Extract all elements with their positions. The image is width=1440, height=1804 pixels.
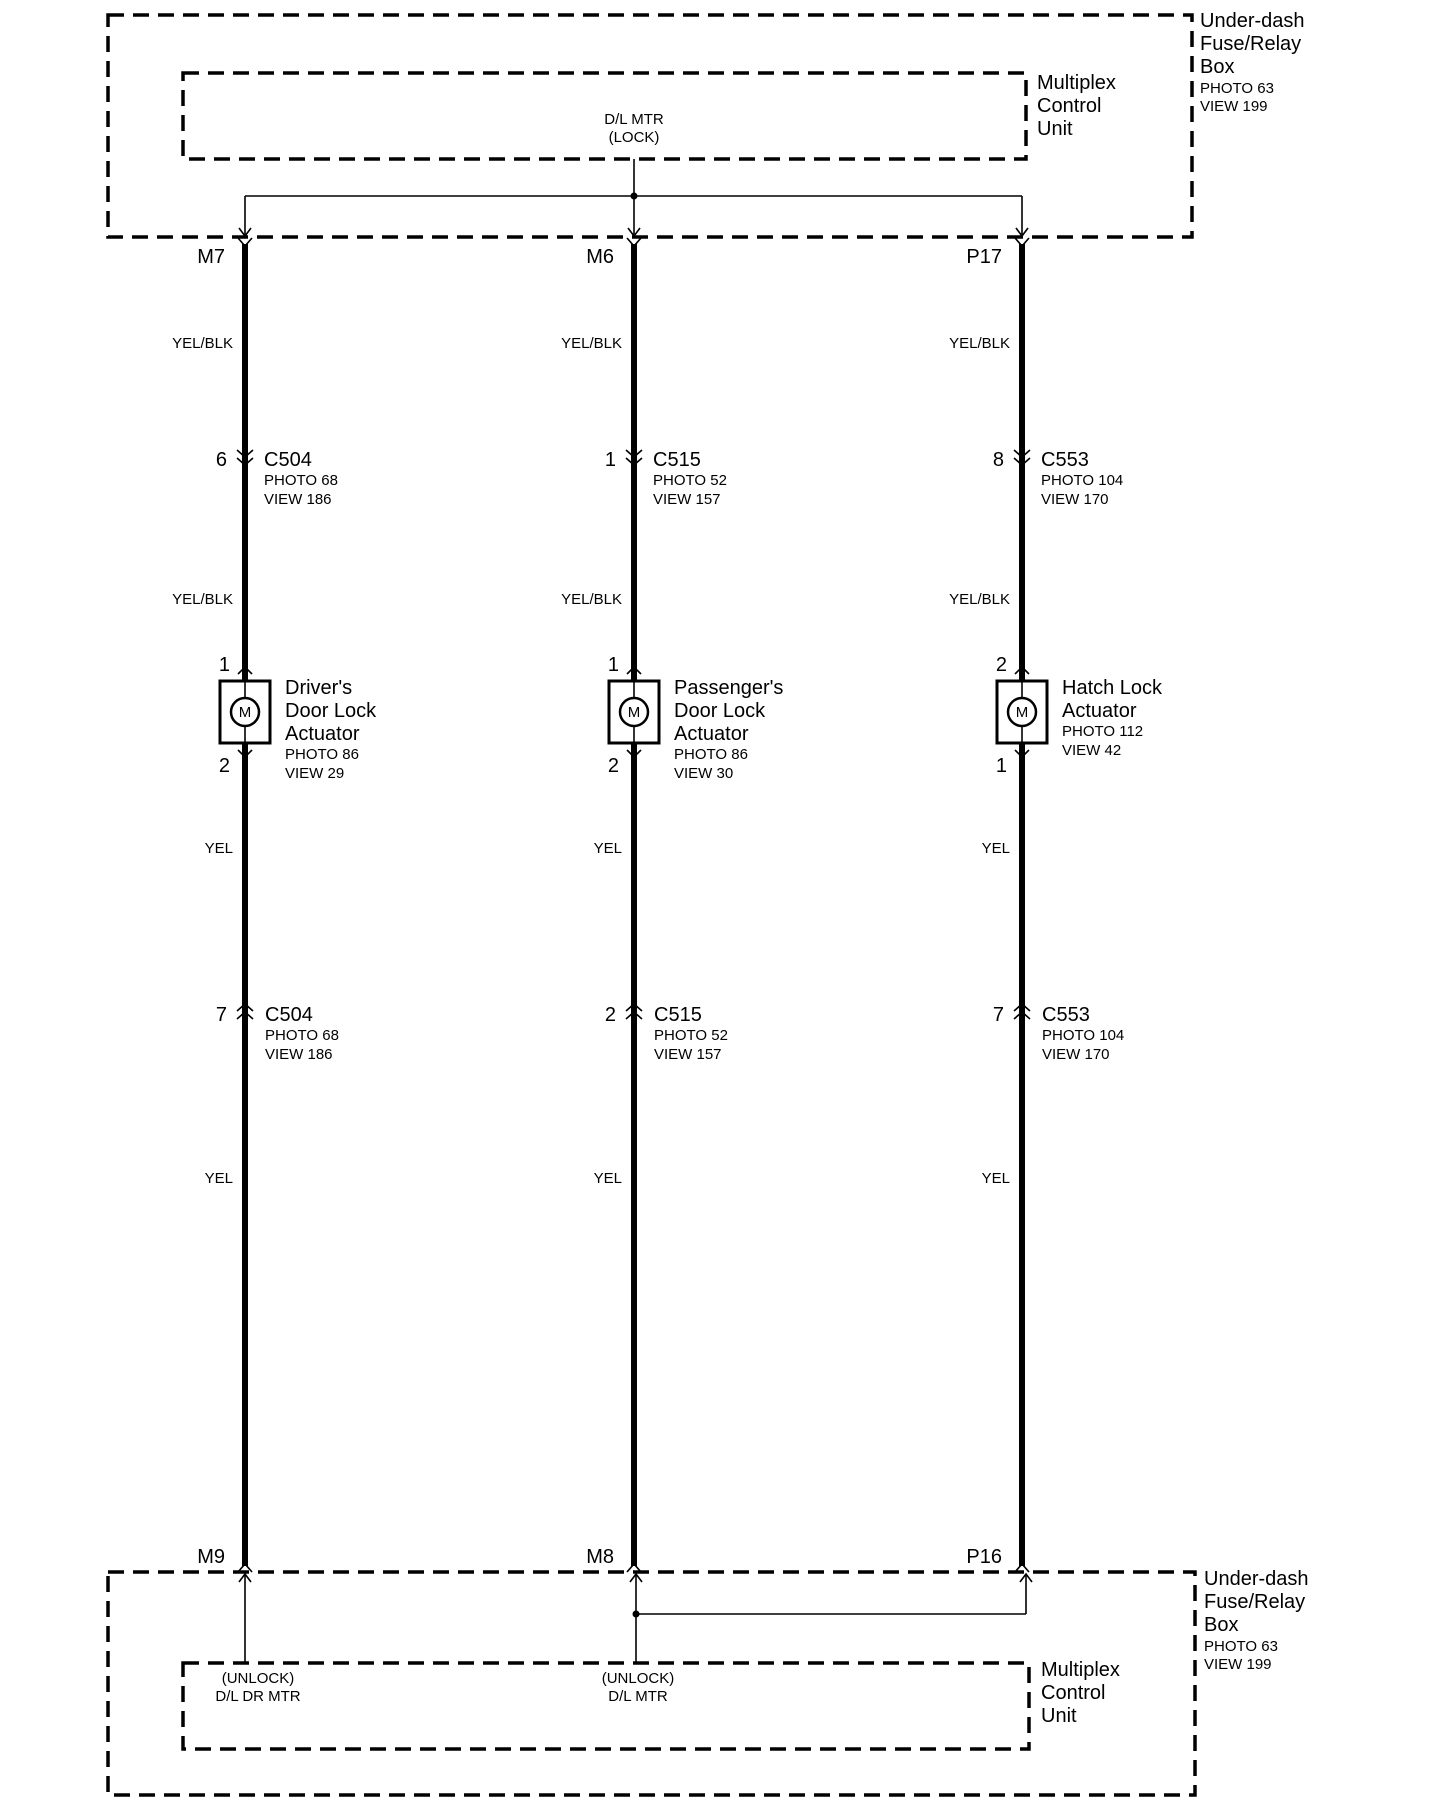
actuator-view: VIEW 29	[285, 765, 345, 782]
top-box-name-2: Fuse/Relay	[1200, 33, 1302, 55]
connector-1-id: C515	[653, 449, 701, 471]
bottom-mcu-signal-left-1: (UNLOCK)	[221, 1670, 295, 1687]
wire-color-bottom: YEL	[981, 1170, 1010, 1187]
motor-symbol: M	[1015, 704, 1029, 721]
top-box-name-3: Box	[1200, 56, 1235, 78]
motor-symbol: M	[238, 704, 252, 721]
top-box-photo: PHOTO 63	[1200, 80, 1274, 97]
actuator-pin-bottom: 2	[218, 755, 230, 777]
actuator-pin-top: 1	[607, 654, 619, 676]
connector-2-photo: PHOTO 104	[1042, 1027, 1125, 1044]
actuator-name-line: Passenger's	[674, 677, 784, 699]
wire-color-mid: YEL/BLK	[949, 591, 1010, 608]
connector-2-view: VIEW 170	[1042, 1046, 1110, 1063]
top-terminal-label: M7	[197, 246, 225, 268]
top-terminal-mark	[627, 238, 641, 246]
wire-color-low: YEL	[204, 840, 233, 857]
bottom-mcu-name-2: Control	[1041, 1682, 1106, 1704]
actuator-pin-bottom: 1	[995, 755, 1007, 777]
actuator-name-line: Actuator	[285, 723, 360, 745]
wire-color-mid: YEL/BLK	[172, 591, 233, 608]
circuit-3	[949, 238, 1163, 1572]
bottom-mcu-name-3: Unit	[1041, 1705, 1077, 1727]
connector-2-id: C553	[1042, 1004, 1090, 1026]
actuator-name-line: Driver's	[285, 677, 353, 699]
connector-2-view: VIEW 157	[654, 1046, 722, 1063]
wire-color-mid: YEL/BLK	[561, 591, 622, 608]
top-terminal-label: P17	[966, 246, 1002, 268]
top-mcu-signal-1: D/L MTR	[604, 111, 664, 128]
actuator-name-line: Door Lock	[674, 700, 766, 722]
connector-1-photo: PHOTO 52	[653, 472, 727, 489]
bottom-fuse-relay-box	[108, 1568, 1309, 1795]
connector-2-photo: PHOTO 68	[265, 1027, 339, 1044]
connector-1-view: VIEW 186	[264, 491, 332, 508]
bottom-box-name-2: Fuse/Relay	[1204, 1591, 1306, 1613]
motor-symbol: M	[627, 704, 641, 721]
bottom-junction-dot	[633, 1611, 640, 1618]
connector-2-pin: 2	[604, 1004, 616, 1026]
actuator-photo: PHOTO 86	[674, 746, 748, 763]
wire-color-top: YEL/BLK	[172, 335, 233, 352]
connector-1-photo: PHOTO 68	[264, 472, 338, 489]
top-mcu-name-3: Unit	[1037, 118, 1073, 140]
connector-2-id: C504	[265, 1004, 313, 1026]
connector-2-pin: 7	[215, 1004, 227, 1026]
top-fuse-relay-box	[108, 10, 1305, 237]
bottom-box-photo: PHOTO 63	[1204, 1638, 1278, 1655]
connector-1-id: C504	[264, 449, 312, 471]
connector-2-pin: 7	[992, 1004, 1004, 1026]
bottom-internal-feeds	[239, 1574, 1032, 1663]
connector-2-photo: PHOTO 52	[654, 1027, 728, 1044]
top-box-name-1: Under-dash	[1200, 10, 1305, 32]
bottom-mcu-signal-mid-1: (UNLOCK)	[601, 1670, 675, 1687]
connector-1-view: VIEW 157	[653, 491, 721, 508]
wire-color-low: YEL	[593, 840, 622, 857]
top-terminal-label: M6	[586, 246, 614, 268]
bottom-box-name-3: Box	[1204, 1614, 1239, 1636]
circuits	[172, 238, 1163, 1572]
top-terminal-mark	[1015, 238, 1029, 246]
actuator-view: VIEW 42	[1062, 742, 1122, 759]
top-mcu-name-2: Control	[1037, 95, 1102, 117]
circuit-1	[172, 238, 377, 1572]
actuator-pin-bottom: 2	[607, 755, 619, 777]
connector-1-pin: 8	[992, 449, 1004, 471]
top-internal-drops	[239, 196, 1028, 236]
bottom-box-name-1: Under-dash	[1204, 1568, 1309, 1590]
top-mcu-signal-2: (LOCK)	[608, 129, 660, 146]
actuator-name-line: Hatch Lock	[1062, 677, 1163, 699]
top-terminal-mark	[238, 238, 252, 246]
connector-1-view: VIEW 170	[1041, 491, 1109, 508]
wire-color-bottom: YEL	[204, 1170, 233, 1187]
actuator-pin-top: 2	[995, 654, 1007, 676]
top-box-view: VIEW 199	[1200, 98, 1268, 115]
connector-1-pin: 6	[215, 449, 227, 471]
actuator-name-line: Door Lock	[285, 700, 377, 722]
actuator-name-line: Actuator	[1062, 700, 1137, 722]
bottom-terminal-label: M9	[197, 1546, 225, 1568]
wire-color-low: YEL	[981, 840, 1010, 857]
bottom-terminal-label: P16	[966, 1546, 1002, 1568]
bottom-box-view: VIEW 199	[1204, 1656, 1272, 1673]
actuator-view: VIEW 30	[674, 765, 734, 782]
connector-2-id: C515	[654, 1004, 702, 1026]
connector-1-id: C553	[1041, 449, 1089, 471]
wire-color-top: YEL/BLK	[949, 335, 1010, 352]
connector-1-photo: PHOTO 104	[1041, 472, 1124, 489]
actuator-photo: PHOTO 86	[285, 746, 359, 763]
top-mcu-name-1: Multiplex	[1037, 72, 1116, 94]
actuator-pin-top: 1	[218, 654, 230, 676]
bottom-mcu-signal-left-2: D/L DR MTR	[215, 1688, 301, 1705]
actuator-photo: PHOTO 112	[1062, 723, 1144, 740]
wire-color-bottom: YEL	[593, 1170, 622, 1187]
connector-2-view: VIEW 186	[265, 1046, 333, 1063]
bottom-mcu-name-1: Multiplex	[1041, 1659, 1120, 1681]
bottom-terminal-label: M8	[586, 1546, 614, 1568]
actuator-name-line: Actuator	[674, 723, 749, 745]
wire-color-top: YEL/BLK	[561, 335, 622, 352]
circuit-2	[561, 238, 783, 1572]
bottom-mcu-signal-mid-2: D/L MTR	[608, 1688, 668, 1705]
connector-1-pin: 1	[604, 449, 616, 471]
